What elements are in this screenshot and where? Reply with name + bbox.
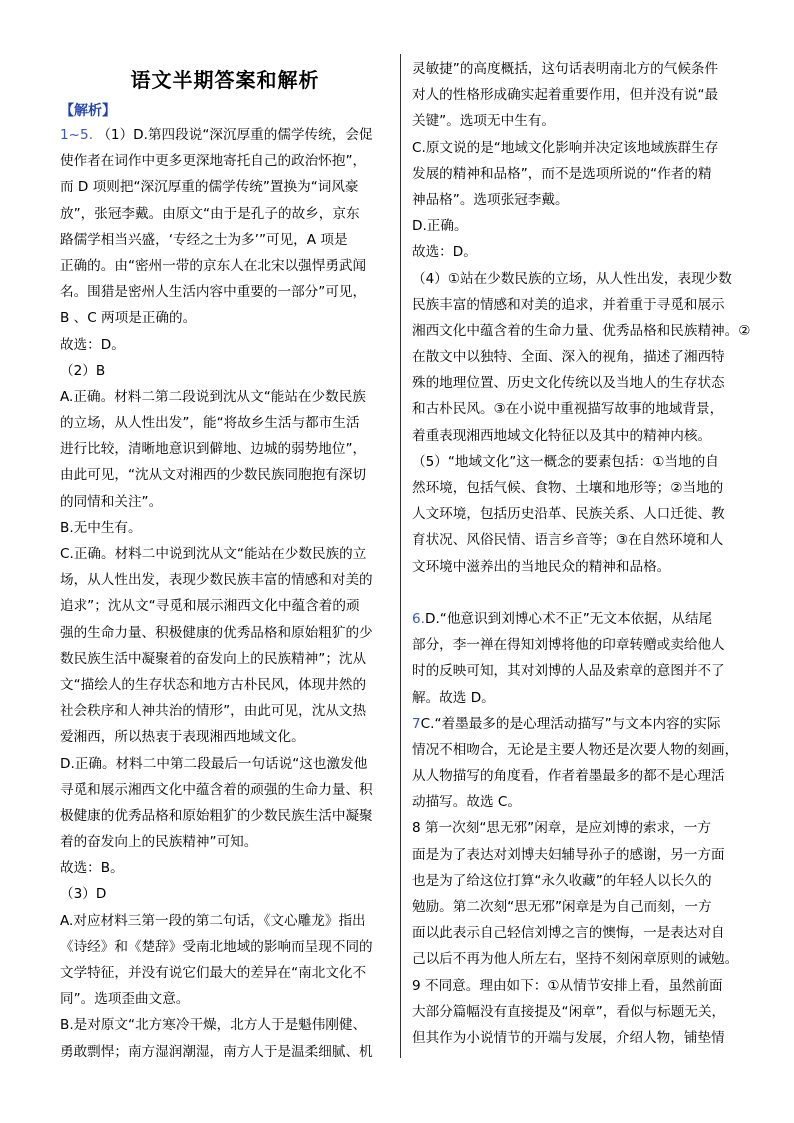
- text-line: 的同情和关注”。: [60, 493, 163, 510]
- text-line: 的立场，从人性出发”，能“将故乡生活与都市生活: [60, 415, 360, 432]
- text-line: 己以后不再为他人所左右，坚持不刻闲章原则的诫勉。: [412, 951, 739, 968]
- text-line: 场，从人性出发，表现少数民族丰富的情感和对美的: [60, 572, 373, 589]
- text-line: 由此可见，“沈从文对湘西的少数民族同胞抱有深切: [60, 467, 367, 484]
- text-line: 同”。选项歪曲文意。: [60, 991, 190, 1008]
- text-line: 育状况、风俗民情、语言乡音等；③在自然环境和人: [412, 532, 724, 549]
- text-line: 着重表现湘西地域文化特征以及其中的精神内核。: [412, 427, 712, 444]
- text-line: 发展的精神和品格”，而不是选项所说的“作者的精: [412, 165, 712, 182]
- text-line: 殊的地理位置、历史文化传统以及当地人的生存状态: [412, 375, 725, 392]
- text-line: 数民族生活中凝聚着的奋发向上的民族精神”；沈从: [60, 650, 367, 667]
- text-line: 在散文中以独特、全面、深入的视角，描述了湘西特: [412, 349, 725, 366]
- text-line: 而 D 项则把“深沉厚重的儒学传统”置换为“词风豪: [60, 179, 359, 196]
- text-line: 对人的性格形成确实起着重要作用，但并没有说“最: [412, 87, 719, 104]
- text-line: B.是对原文“北方寒冷干燥，北方人于是魁伟刚健、: [60, 1017, 367, 1034]
- text-line: 追求”；沈从文“寻觅和展示湘西文化中蕴含着的顽: [60, 598, 360, 615]
- text-line: 强的生命力量、积极健康的优秀品格和原始粗犷的少: [60, 624, 373, 641]
- column-divider: [400, 54, 401, 1058]
- text-line: 也是为了给这位打算“永久收藏”的年轻人以长久的: [412, 872, 712, 889]
- text-line: 《诗经》和《楚辞》受南北地域的影响而呈现不同的: [60, 938, 373, 955]
- text-line: 灵敏捷”的高度概括，这句话表明南北方的气候条件: [412, 61, 719, 77]
- text-line: 文环境中滋养出的当地民众的精神和品格。: [412, 558, 671, 575]
- text-line: 故选：B。: [60, 860, 124, 877]
- text-line: 7C.“着墨最多的是心理活动描写”与文本内容的实际: [412, 715, 721, 732]
- text-line: （5）“地域文化”这一概念的要素包括：①当地的自: [412, 453, 719, 470]
- text-line: 文“描绘人的生存状态和地方古朴民风，体现井然的: [60, 676, 367, 693]
- text-line: 进行比较，清晰地意识到僻地、边城的弱势地位”，: [60, 441, 367, 458]
- text-line: 神品格”。选项张冠李戴。: [412, 191, 569, 208]
- text-line: 然环境，包括气候、食物、土壤和地形等；②当地的: [412, 480, 724, 496]
- text-line: 6.D.“他意识到刘博心术不正”无文本依据，从结尾: [412, 610, 713, 627]
- text-line: 极健康的优秀品格和原始粗犷的少数民族生活中凝聚: [60, 807, 373, 824]
- left-text-block: [60, 122, 373, 1065]
- text-line: C.正确。材料二中说到沈从文“能站在少数民族的立: [60, 546, 367, 562]
- text-line: 解。故选 D。: [412, 689, 495, 706]
- text-line: 8 第一次刻“思无邪”闲章，是应刘博的索求，一方: [412, 820, 711, 837]
- text-line: 勇敢剽悍；南方湿润潮湿，南方人于是温柔细腻、机: [60, 1043, 373, 1060]
- text-line: 时的反映可知，其对刘博的人品及索章的意图并不了: [412, 663, 725, 680]
- text-line: 寻觅和展示湘西文化中蕴含着的顽强的生命力量、积: [60, 781, 373, 798]
- text-line: 路儒学相当兴盛，‘专经之士为多’”可见，A 项是: [60, 231, 348, 248]
- text-line: 社会秩序和人神共治的情形”，由此可见，沈从文热: [60, 703, 367, 720]
- text-line: 名。围猎是密州人生活内容中重要的一部分”可见，: [60, 284, 367, 301]
- document-title: 语文半期答案和解析: [130, 68, 320, 92]
- text-line: 1~5. （1）D.第四段说“深沉厚重的儒学传统，会促: [60, 127, 373, 143]
- text-line: 面是为了表达对刘博夫妇辅导孙子的感谢，另一方面: [412, 846, 725, 863]
- text-line: 动描写。故选 C。: [412, 794, 521, 811]
- text-line: 部分，李一禅在得知刘博将他的印章转赠或卖给他人: [412, 637, 725, 654]
- text-line: 故选：D。: [60, 336, 125, 353]
- text-line: 但其作为小说情节的开端与发展，介绍人物，铺垫情: [412, 1029, 725, 1046]
- text-line: [412, 580, 750, 606]
- text-line: 9 不同意。理由如下：①从情节安排上看，虽然前面: [412, 977, 723, 994]
- text-line: 从人物描写的角度看，作者着墨最多的都不是心理活: [412, 768, 725, 785]
- text-line: A.正确。材料二第二段说到沈从文“能站在少数民族: [60, 388, 366, 405]
- text-line: B.无中生有。: [60, 519, 142, 536]
- text-line: 勉励。第二次刻“思无邪”闲章是为自己而刻，一方: [412, 899, 712, 915]
- text-line: 情况不相吻合，无论是主要人物还是次要人物的刻画，: [412, 741, 739, 758]
- text-line: 爱湘西，所以热衷于表现湘西地域文化。: [60, 729, 305, 746]
- text-line: 文学特征，并没有说它们最大的差异在“南北文化不: [60, 965, 367, 981]
- text-line: （3）D: [60, 886, 107, 903]
- text-line: 关键”。选项无中生有。: [412, 113, 555, 130]
- text-line: 正确的。由“密州一带的京东人在北宋以强悍勇武闻: [60, 257, 367, 274]
- text-line: C.原文说的是“地域文化影响并决定该地域族群生存: [412, 139, 719, 156]
- text-line: 使作者在词作中更多更深地寄托自己的政治怀抱”，: [60, 153, 367, 170]
- text-line: 和古朴民风。③在小说中重视描写故事的地域背景，: [412, 401, 724, 418]
- text-line: 人文环境，包括历史沿革、民族关系、人口迁徙、教: [412, 506, 725, 523]
- text-line: B 、C 两项是正确的。: [60, 310, 197, 327]
- text-line: D.正确。材料二中第二段最后一句话说“这也激发他: [60, 755, 368, 772]
- text-line: 民族丰富的情感和对美的追求，并着重于寻觅和展示: [412, 296, 725, 313]
- text-line: 湘西文化中蕴含着的生命力量、优秀品格和民族精神。②: [412, 322, 751, 339]
- analysis-tag: 【解析】: [60, 103, 116, 119]
- text-line: 面以此表示自己轻信刘博之言的懊悔，一是表达对自: [412, 925, 725, 942]
- text-line: （2）B: [60, 362, 106, 379]
- text-line: （4）①站在少数民族的立场，从人性出发，表现少数: [412, 270, 732, 287]
- text-line: A.对应材料三第一段的第二句话，《文心雕龙》指出: [60, 912, 366, 929]
- text-line: 放”，张冠李戴。由原文“由于是孔子的故乡，京东: [60, 205, 360, 222]
- text-line: D.正确。: [412, 218, 468, 235]
- text-line: 大部分篇幅没有直接提及“闲章”，看似与标题无关，: [412, 1003, 726, 1020]
- right-text-block: [412, 56, 750, 1051]
- text-line: 故选：D。: [412, 244, 477, 261]
- text-line: 着的奋发向上的民族精神”可知。: [60, 834, 258, 851]
